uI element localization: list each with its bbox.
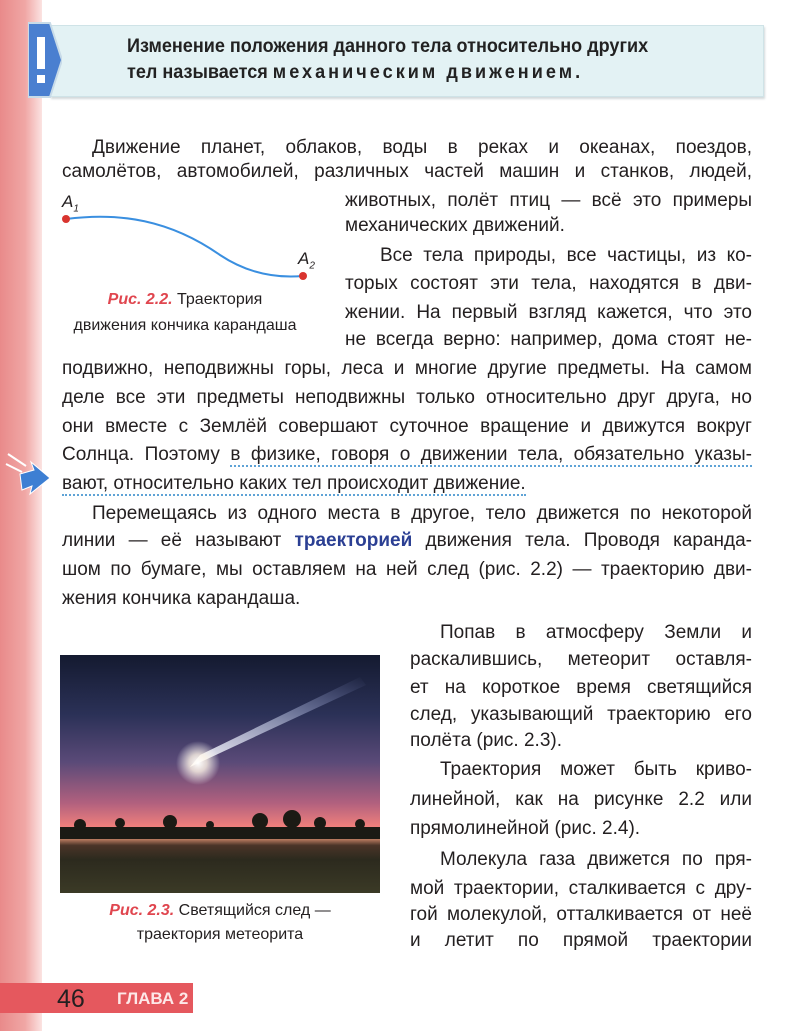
caption-text: Светящийся след — bbox=[178, 902, 331, 919]
trajectory-curve bbox=[66, 217, 303, 277]
trajectory-figure bbox=[50, 190, 330, 290]
key-term: траекторией bbox=[294, 530, 413, 551]
text-line: не всегда верно: например, дома стоят не- bbox=[345, 329, 752, 350]
text-line: шом по бумаге, мы оставляем на ней след (рис. 2.2) — траекторию дви- bbox=[62, 559, 752, 580]
text-segment: движения тела. Проводя каранда- bbox=[412, 530, 752, 551]
text-line: самолётов, автомобилей, различных частей машин и станков, людей, bbox=[62, 161, 752, 182]
page-number: 46 bbox=[57, 985, 85, 1013]
text-line: ет на короткое время светящийся bbox=[410, 677, 752, 698]
definition-term: механическим движением. bbox=[272, 62, 584, 83]
text-line: Перемещаясь из одного места в другое, тело движется по некоторой bbox=[92, 503, 752, 524]
point-a1 bbox=[62, 215, 70, 223]
text-line: деле все эти предметы неподвижны только относительно друг друга, но bbox=[62, 387, 752, 408]
highlighted-rule: вают, относительно каких тел происходит движение. bbox=[62, 473, 526, 494]
text-line: мой траектории, сталкивается с дру- bbox=[410, 878, 752, 899]
text-line bbox=[62, 441, 752, 469]
highlighted-rule: в физике, говоря о движении тела, обязательно указы- bbox=[230, 444, 752, 465]
label-a2-letter: A bbox=[298, 249, 310, 268]
definition-line-1: Изменение положения данного тела относительно других bbox=[127, 36, 649, 57]
figure-2-2-caption-line-1 bbox=[55, 288, 315, 312]
figure-label: Рис. 2.2. bbox=[107, 291, 173, 308]
caption-text: Траектория bbox=[177, 291, 263, 308]
text-line bbox=[62, 527, 752, 555]
page-margin-strip bbox=[0, 0, 42, 1031]
text-line: прямолинейной (рис. 2.4). bbox=[410, 818, 641, 839]
text-line: Все тела природы, все частицы, из ко- bbox=[380, 245, 752, 266]
figure-2-3-caption-line-1 bbox=[70, 899, 370, 923]
definition-text: тел называется bbox=[127, 62, 273, 83]
figure-2-3-caption-line-2: траектория метеорита bbox=[136, 926, 304, 943]
text-line bbox=[62, 470, 752, 498]
text-line: механических движений. bbox=[345, 215, 565, 236]
text-line: животных, полёт птиц — всё это примеры bbox=[345, 190, 752, 211]
label-a2 bbox=[298, 249, 315, 271]
point-a2 bbox=[299, 272, 307, 280]
label-a1-sub: 1 bbox=[73, 203, 79, 215]
text-line: Попав в атмосферу Земли и bbox=[440, 622, 752, 643]
text-line: Траектория может быть криво- bbox=[440, 759, 752, 780]
important-arrow-icon bbox=[4, 448, 54, 498]
chapter-label: ГЛАВА 2 bbox=[117, 989, 189, 1008]
label-a2-sub: 2 bbox=[309, 260, 315, 272]
text-segment: Солнца. Поэтому bbox=[62, 444, 231, 465]
text-line: и летит по прямой траектории bbox=[410, 930, 752, 951]
definition-line-2 bbox=[127, 62, 583, 84]
text-line: жении. На первый взгляд кажется, что это bbox=[345, 302, 752, 323]
text-line: они вместе с Землёй совершают суточное вращение и движутся вокруг bbox=[62, 416, 752, 437]
meteor-illustration bbox=[60, 655, 380, 893]
text-line: Движение планет, облаков, воды в реках и океанах, поездов, bbox=[92, 137, 752, 158]
text-line: раскалившись, метеорит оставля- bbox=[410, 649, 752, 670]
text-line: Молекула газа движется по пря- bbox=[440, 849, 752, 870]
text-line: торых состоят эти тела, находятся в дви- bbox=[345, 273, 752, 294]
meteor-photo bbox=[60, 655, 380, 893]
figure-label: Рис. 2.3. bbox=[109, 902, 175, 919]
text-line: гой молекулой, отталкивается от неё bbox=[410, 904, 752, 925]
text-segment: линии — её называют bbox=[62, 530, 295, 551]
figure-2-2-caption-line-2: движения кончика карандаша bbox=[73, 317, 297, 334]
text-line: полёта (рис. 2.3). bbox=[410, 730, 563, 751]
text-line: подвижно, неподвижны горы, леса и многие другие предметы. На самом bbox=[62, 358, 752, 379]
exclamation-icon bbox=[28, 21, 62, 99]
label-a1-letter: A bbox=[62, 192, 74, 211]
text-line: жения кончика карандаша. bbox=[62, 588, 301, 609]
text-line: линейной, как на рисунке 2.2 или bbox=[410, 789, 752, 810]
label-a1 bbox=[62, 192, 79, 214]
text-line: след, указывающий траекторию его bbox=[410, 704, 752, 725]
